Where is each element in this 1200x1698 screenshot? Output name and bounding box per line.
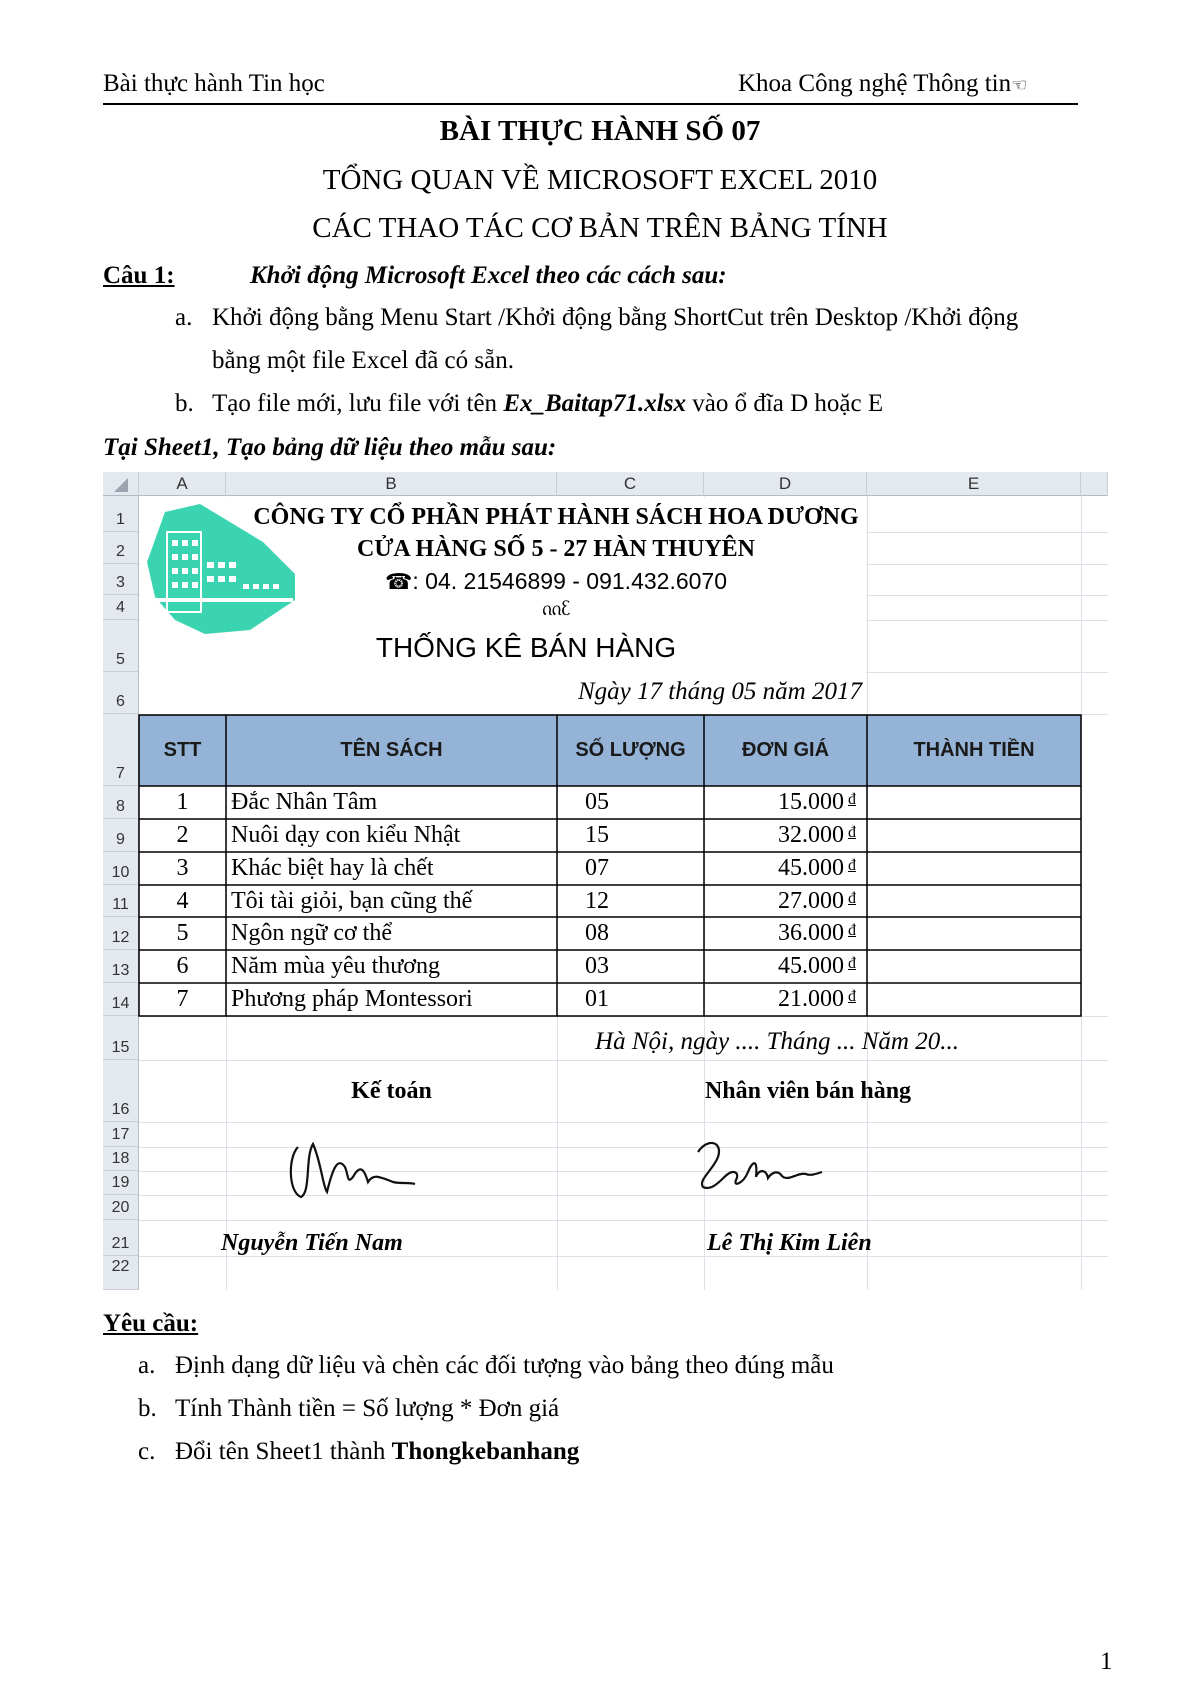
place-date: Hà Nội, ngày .... Tháng ... Năm 20... bbox=[595, 1028, 959, 1055]
row-header-10: 10 bbox=[103, 852, 139, 885]
item-b-filename: Ex_Baitap71.xlsx bbox=[503, 390, 686, 417]
row-currency: đ bbox=[848, 922, 856, 939]
col-header-c: C bbox=[557, 472, 704, 496]
telephone-icon: ☎ bbox=[384, 569, 413, 594]
row-book-name: Khác biệt hay là chết bbox=[231, 855, 434, 881]
row-header-14: 14 bbox=[103, 983, 139, 1016]
signer-right-name: Lê Thị Kim Liên bbox=[707, 1230, 872, 1256]
col-header-e: E bbox=[867, 472, 1081, 496]
item-b-text bbox=[212, 390, 883, 418]
row-header-5: 5 bbox=[103, 620, 139, 672]
signer-right-title: Nhân viên bán hàng bbox=[704, 1078, 912, 1104]
req-a-text: Định dạng dữ liệu và chèn các đối tượng vào bảng theo đúng mẫu bbox=[175, 1352, 834, 1379]
row-header-7: 7 bbox=[103, 714, 139, 786]
row-stt: 5 bbox=[176, 920, 189, 946]
col-header-d: D bbox=[704, 472, 867, 496]
row-price: 27.000 bbox=[778, 888, 844, 914]
report-title: THỐNG KÊ BÁN HÀNG bbox=[375, 632, 677, 663]
row-header-12: 12 bbox=[103, 917, 139, 950]
subtitle-2: CÁC THAO TÁC CƠ BẢN TRÊN BẢNG TÍNH bbox=[312, 212, 888, 244]
row-currency: đ bbox=[848, 824, 856, 841]
row-header-16: 16 bbox=[103, 1060, 139, 1122]
phone-text: : 04. 21546899 - 091.432.6070 bbox=[412, 568, 728, 594]
page-number: 1 bbox=[1100, 1648, 1113, 1675]
req-c-marker: c. bbox=[138, 1438, 156, 1465]
th-so-luong: SỐ LƯỢNG bbox=[575, 739, 686, 761]
row-currency: đ bbox=[848, 988, 856, 1005]
row-stt: 4 bbox=[176, 888, 189, 914]
store-address: CỬA HÀNG SỐ 5 - 27 HÀN THUYÊN bbox=[356, 536, 756, 562]
row-header-20: 20 bbox=[103, 1195, 139, 1220]
row-header-21: 21 bbox=[103, 1220, 139, 1256]
row-price: 45.000 bbox=[778, 855, 844, 881]
item-b-post: vào ổ đĩa D hoặc E bbox=[685, 390, 884, 417]
row-currency: đ bbox=[848, 955, 856, 972]
row-quantity: 05 bbox=[585, 789, 609, 815]
signer-left-title: Kế toán bbox=[351, 1078, 432, 1104]
row-book-name: Tôi tài giỏi, bạn cũng thế bbox=[231, 888, 473, 914]
item-a-marker: a. bbox=[175, 304, 193, 331]
req-b-text: Tính Thành tiền = Số lượng * Đơn giá bbox=[175, 1395, 560, 1422]
row-header-1: 1 bbox=[103, 496, 139, 532]
company-name: CÔNG TY CỔ PHẦN PHÁT HÀNH SÁCH HOA DƯƠNG bbox=[253, 504, 859, 530]
col-header-b: B bbox=[226, 472, 557, 496]
th-don-gia: ĐƠN GIÁ bbox=[741, 739, 830, 761]
ornament-divider: ᦶᦷ bbox=[542, 596, 570, 620]
signer-left-name: Nguyễn Tiến Nam bbox=[221, 1230, 403, 1256]
signature-left bbox=[283, 1132, 423, 1207]
row-book-name: Đắc Nhân Tâm bbox=[231, 789, 378, 815]
row-header-19: 19 bbox=[103, 1171, 139, 1195]
row-book-name: Nuôi dạy con kiểu Nhật bbox=[231, 822, 461, 848]
signature-right bbox=[678, 1132, 828, 1202]
row-quantity: 08 bbox=[585, 920, 609, 946]
row-quantity: 01 bbox=[585, 986, 609, 1012]
req-c-pre: Đổi tên Sheet1 thành bbox=[175, 1438, 392, 1465]
row-stt: 3 bbox=[176, 855, 189, 881]
row-book-name: Phương pháp Montessori bbox=[231, 986, 473, 1012]
row-header-11: 11 bbox=[103, 885, 139, 917]
row-quantity: 03 bbox=[585, 953, 609, 979]
row-price: 21.000 bbox=[778, 986, 844, 1012]
requirements-label: Yêu cầu: bbox=[103, 1310, 199, 1337]
item-b-pre: Tạo file mới, lưu file với tên bbox=[212, 390, 504, 417]
req-a-marker: a. bbox=[138, 1352, 156, 1379]
th-ten-sach: TÊN SÁCH bbox=[340, 739, 443, 761]
row-header-3: 3 bbox=[103, 564, 139, 595]
row-stt: 2 bbox=[176, 822, 189, 848]
excel-snapshot bbox=[103, 472, 1108, 1290]
row-stt: 6 bbox=[176, 953, 189, 979]
row-header-22: 22 bbox=[103, 1256, 139, 1290]
row-header-15: 15 bbox=[103, 1016, 139, 1060]
row-price: 45.000 bbox=[778, 953, 844, 979]
row-header-6: 6 bbox=[103, 672, 139, 714]
row-price: 15.000 bbox=[778, 789, 844, 815]
th-thanh-tien: THÀNH TIỀN bbox=[913, 739, 1035, 761]
header-right-text: Khoa Công nghệ Thông tin bbox=[738, 70, 1012, 97]
row-header-17: 17 bbox=[103, 1122, 139, 1147]
row-header-18: 18 bbox=[103, 1147, 139, 1171]
row-header-8: 8 bbox=[103, 786, 139, 819]
header-left: Bài thực hành Tin học bbox=[103, 70, 325, 97]
subtitle-1: TỔNG QUAN VỀ MICROSOFT EXCEL 2010 bbox=[322, 164, 878, 196]
req-b-marker: b. bbox=[138, 1395, 157, 1422]
item-b-marker: b. bbox=[175, 390, 194, 417]
header-rule bbox=[103, 103, 1078, 105]
sheet-note: Tại Sheet1, Tạo bảng dữ liệu theo mẫu sau: bbox=[103, 434, 557, 461]
row-quantity: 15 bbox=[585, 822, 609, 848]
row-quantity: 12 bbox=[585, 888, 609, 914]
row-header-4: 4 bbox=[103, 595, 139, 620]
req-c-bold: Thongkebanhang bbox=[391, 1438, 580, 1465]
col-header-a: A bbox=[139, 472, 226, 496]
row-header-2: 2 bbox=[103, 532, 139, 564]
row-book-name: Năm mùa yêu thương bbox=[231, 953, 440, 979]
row-price: 36.000 bbox=[778, 920, 844, 946]
th-stt: STT bbox=[163, 739, 202, 761]
item-a-line2: bằng một file Excel đã có sẵn. bbox=[212, 347, 514, 374]
header-right bbox=[738, 70, 1027, 98]
row-currency: đ bbox=[848, 791, 856, 808]
question-title: Khởi động Microsoft Excel theo các cách sau: bbox=[250, 262, 727, 289]
row-price: 32.000 bbox=[778, 822, 844, 848]
row-currency: đ bbox=[848, 857, 856, 874]
question-label: Câu 1: bbox=[103, 262, 175, 289]
main-title: BÀI THỰC HÀNH SỐ 07 bbox=[439, 115, 761, 147]
item-a-line1: Khởi động bằng Menu Start /Khởi động bằng ShortCut trên Desktop /Khởi động bbox=[212, 304, 1019, 331]
row-quantity: 07 bbox=[585, 855, 609, 881]
row-currency: đ bbox=[848, 890, 856, 907]
report-date: Ngày 17 tháng 05 năm 2017 bbox=[577, 678, 862, 705]
row-stt: 1 bbox=[176, 789, 189, 815]
row-header-9: 9 bbox=[103, 819, 139, 852]
row-book-name: Ngôn ngữ cơ thể bbox=[231, 920, 393, 946]
req-c-text bbox=[175, 1438, 579, 1466]
row-stt: 7 bbox=[176, 986, 189, 1012]
row-header-13: 13 bbox=[103, 950, 139, 983]
pointing-hand-icon: ☜ bbox=[1011, 75, 1028, 95]
